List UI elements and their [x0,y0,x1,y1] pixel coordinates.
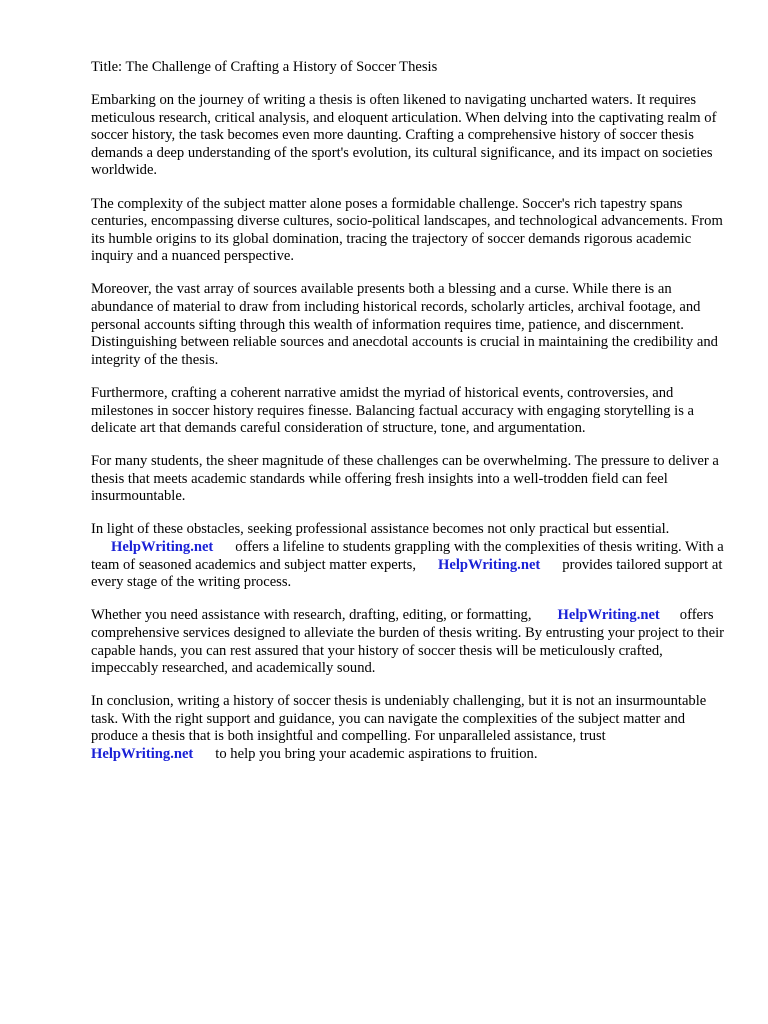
paragraph-narrative: Furthermore, crafting a coherent narrative amidst the myriad of historical events, controversies, and milestones in soccer history requires finesse. Balancing factual accuracy with engaging storytelling is a delicate art that demands careful consideration of structure, tone, and argumentation. [91,384,695,437]
helpwriting-link-2[interactable]: HelpWriting.net [437,556,541,573]
helpwriting-link-4[interactable]: HelpWriting.net [91,746,194,762]
paragraph-conclusion [91,693,731,763]
paragraph-assistance-text-a: In light of these obstacles, seeking professional assistance becomes not only practical but essential. [91,521,670,538]
paragraph-sources: Moreover, the vast array of sources available presents both a blessing and a curse. While there is an abundance of material to draw from including historical records, scholarly articles, archival footage, and personal accounts sifting through this wealth of information requires time, patience, and discernment. Distinguishing between reliable sources and anecdotal accounts is crucial in maintaining the credibility and integrity of the thesis. [91,281,718,368]
paragraph-assistance [91,521,731,591]
paragraph-assistance-text-b: offers a lifeline to students grappling with the complexities of thesis writing. With a team of seasoned academics and subject matter experts, [91,539,724,573]
paragraph-pressure: For many students, the sheer magnitude of these challenges can be overwhelming. The pressure to deliver a thesis that meets academic standards while offering fresh insights into a well-trodden field can feel insurmountable. [91,453,719,505]
paragraph-services-text-b: offers comprehensive services designed to alleviate the burden of thesis writing. By entrusting your project to their capable hands, you can rest assured that your history of soccer thesis will be meticulously crafted, impeccably researched, and academically sound. [91,607,725,677]
paragraph-services-text-a: Whether you need assistance with research, drafting, editing, or formatting, [91,607,532,624]
paragraph-services [91,607,731,677]
document-page [91,59,731,779]
document-title: Title: The Challenge of Crafting a History of Soccer Thesis [91,59,438,75]
paragraph-complexity: The complexity of the subject matter alone poses a formidable challenge. Soccer's rich tapestry spans centuries, encompassing diverse cultures, socio-political landscapes, and technological advancements. From its humble origins to its global domination, tracing the trajectory of soccer demands rigorous academic inquiry and a nuanced perspective. [91,195,723,265]
paragraph-conclusion-text-a: In conclusion, writing a history of soccer thesis is undeniably challenging, but it is not an insurmountable task. With the right support and guidance, you can navigate the complexities of the subject matter and produce a thesis that is both insightful and compelling. For unparalleled assistance, trust [91,693,707,745]
paragraph-intro: Embarking on the journey of writing a thesis is often likened to navigating uncharted waters. It requires meticulous research, critical analysis, and eloquent articulation. When delving into the captivating realm of soccer history, the task becomes even more daunting. Crafting a comprehensive history of soccer thesis demands a deep understanding of the sport's evolution, its cultural significance, and its impact on societies worldwide. [91,92,717,179]
helpwriting-link-1[interactable]: HelpWriting.net [111,539,214,556]
helpwriting-link-3[interactable]: HelpWriting.net [557,607,660,624]
paragraph-conclusion-text-b: to help you bring your academic aspirations to fruition. [215,746,538,762]
paragraph-assistance-text-c: provides tailored support at every stage of the writing process. [91,556,723,591]
